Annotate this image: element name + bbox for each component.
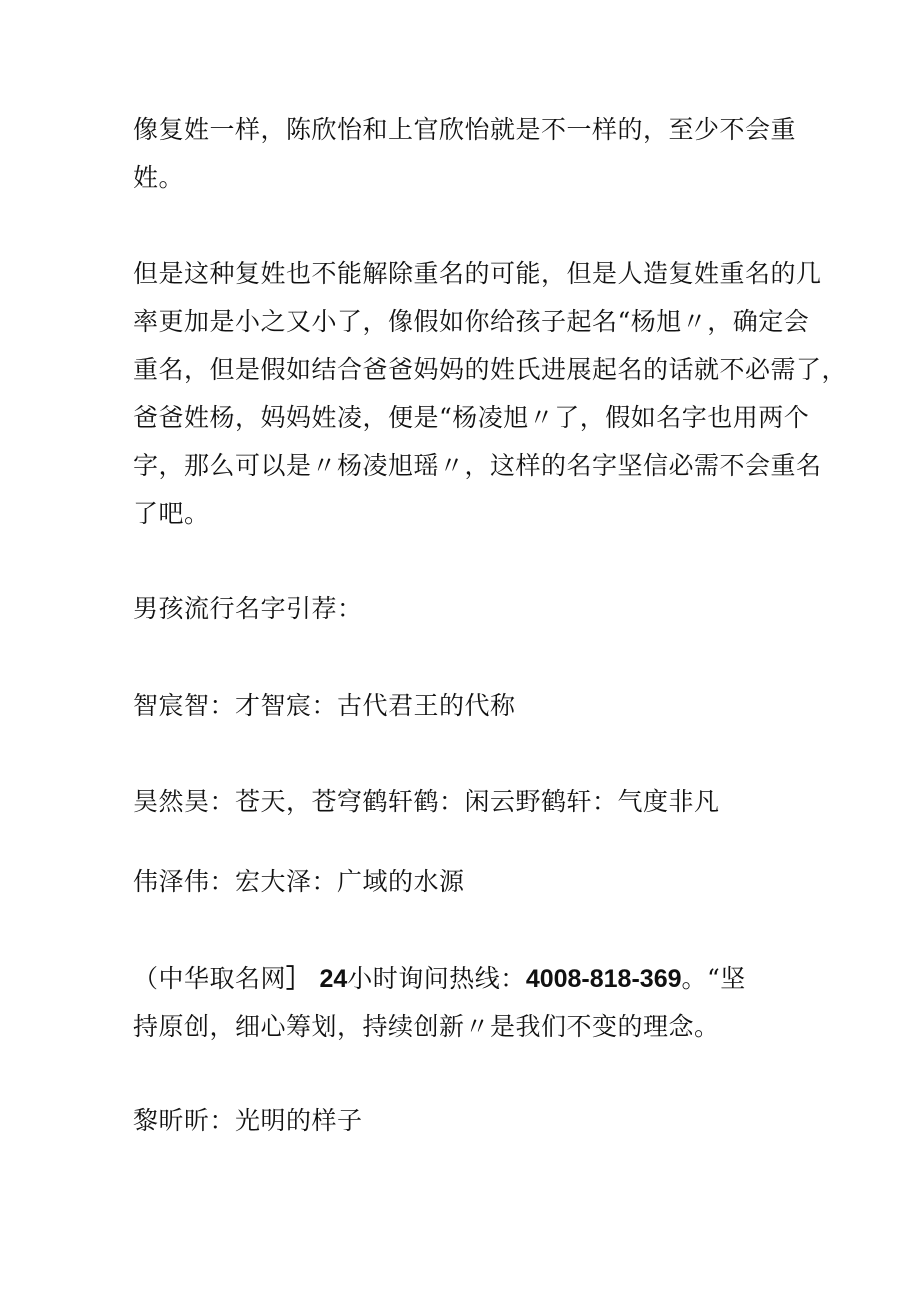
text-line: 了吧。 [133, 499, 210, 528]
name-entry [133, 1097, 793, 1145]
ad-prefix: （中华取名网 [133, 964, 287, 993]
name-entry [133, 778, 793, 826]
ad-line-2: 持原创，细心筹划，持续创新〃是我们不变的理念。 [133, 1012, 720, 1041]
ad-suffix: 。“坚 [681, 964, 746, 993]
text-line: 字，那么可以是〃杨凌旭瑶〃，这样的名字坚信必需不会重名 [133, 451, 822, 480]
ad-hours: 24 [319, 965, 348, 993]
text-line: 重名，但是假如结合爸爸妈妈的姓氏进展起名的话就不必需了， [133, 355, 848, 384]
text-line: 爸爸姓杨，妈妈姓凌，便是“杨凌旭〃了，假如名字也用两个 [133, 403, 810, 432]
ad-bracket: ］ [286, 965, 312, 993]
ad-line-1 [133, 955, 793, 1003]
name-entry-text: 昊然昊：苍天，苍穹鹤轩鹤：闲云野鹤轩：气度非凡 [133, 787, 720, 816]
name-entry [133, 858, 793, 906]
ad-phone-number: 4008-818-369 [525, 965, 682, 993]
text-line: 姓。 [133, 163, 185, 192]
name-entry [133, 682, 793, 730]
heading-text: 男孩流行名字引荐： [133, 594, 363, 623]
name-entry-text: 黎昕昕：光明的样子 [133, 1106, 363, 1135]
text-line: 率更加是小之又小了，像假如你给孩子起名“杨旭〃，确定会 [133, 307, 810, 336]
advertisement-paragraph [133, 955, 793, 1051]
text-line: 像复姓一样，陈欣怡和上官欣怡就是不一样的，至少不会重 [133, 115, 797, 144]
name-entry-text: 智宸智：才智宸：古代君王的代称 [133, 691, 516, 720]
paragraph-compound-surname [133, 106, 797, 202]
section-heading [133, 585, 793, 633]
paragraph-duplicate-names [133, 250, 848, 538]
ad-middle: 小时询问热线： [347, 964, 526, 993]
name-entry-text: 伟泽伟：宏大泽：广域的水源 [133, 867, 465, 896]
text-line: 但是这种复姓也不能解除重名的可能，但是人造复姓重名的几 [133, 259, 822, 288]
